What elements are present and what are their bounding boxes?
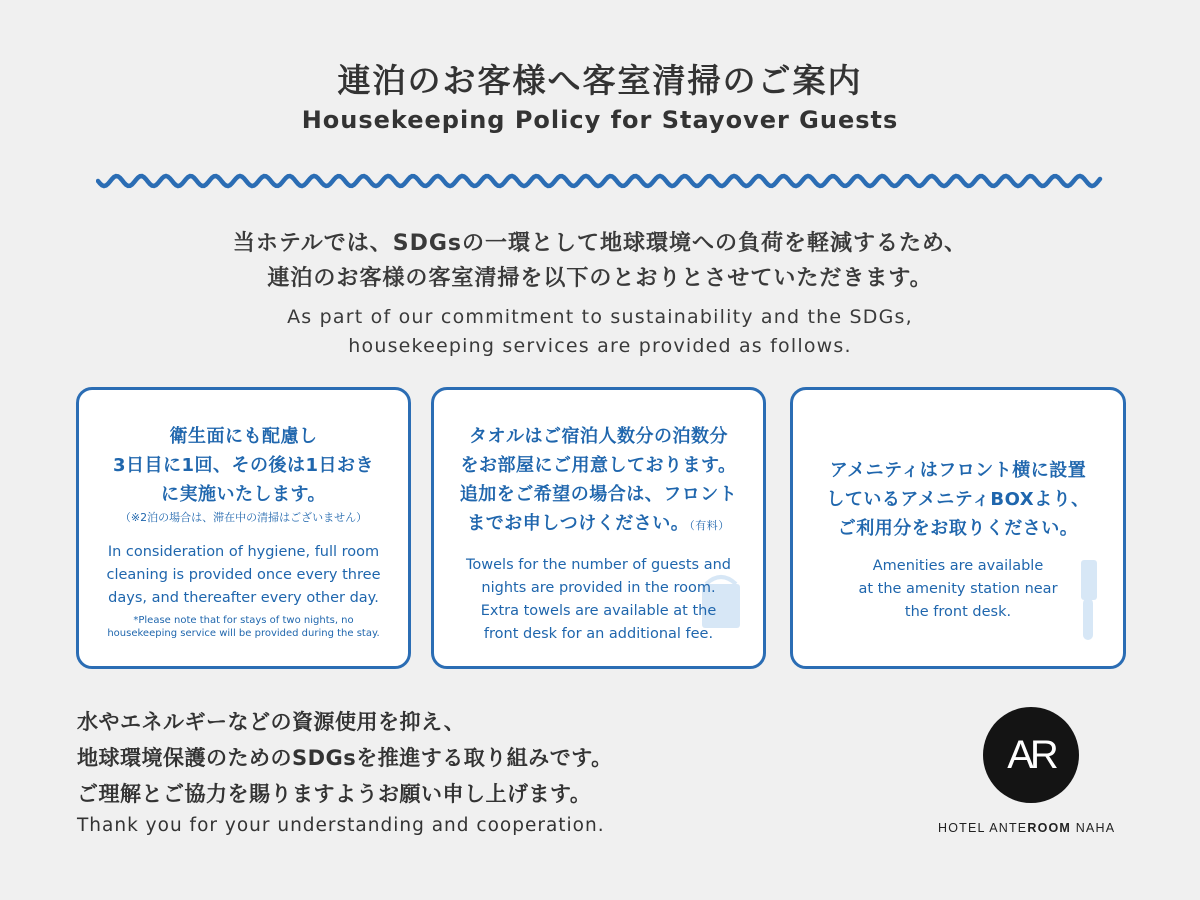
card-en-note: *Please note that for stays of two nights, no: [133, 615, 354, 626]
hotel-name-part: NAHA: [1071, 821, 1116, 835]
closing-english: Thank you for your understanding and cooperation.: [77, 815, 605, 836]
card-en-line: Towels for the number of guests and: [466, 557, 731, 573]
card-jp-line: ご利用分をお取りください。: [837, 518, 1079, 539]
card-jp-line: タオルはご宿泊人数分の泊数分: [469, 426, 728, 447]
card-room-cleaning: [76, 387, 411, 669]
card-jp-line: に実施いたします。: [160, 484, 327, 505]
card-en-line: front desk for an additional fee.: [483, 626, 714, 642]
intro-jp-line: 連泊のお客様の客室清掃を以下のとおりとさせていただきます。: [267, 266, 933, 291]
hotel-logo: AR: [983, 707, 1079, 803]
hotel-name-bold: ROOM: [1027, 821, 1072, 835]
closing-japanese: [77, 704, 613, 812]
card-en-line: days, and thereafter every other day.: [108, 590, 379, 606]
intro-en-line: As part of our commitment to sustainability and the SDGs,: [287, 306, 913, 328]
closing-jp-line: 水やエネルギーなどの資源使用を抑え、: [77, 710, 466, 734]
card-jp-line: しているアメニティBOXより、: [826, 489, 1090, 510]
card-jp-line-text: までお申しつけください。: [467, 513, 690, 534]
card-en-line: at the amenity station near: [858, 581, 1058, 597]
card-jp-line: 3日目に1回、その後は1日おき: [112, 455, 375, 476]
card-en-line: the front desk.: [904, 604, 1012, 620]
hotel-name-part: HOTEL ANTE: [938, 821, 1028, 835]
card-en-line: Amenities are available: [872, 558, 1044, 574]
card-en-line: nights are provided in the room.: [481, 580, 716, 596]
closing-jp-line: ご理解とご協力を賜りますようお願い申し上げます。: [77, 782, 592, 806]
card-en-line: cleaning is provided once every three: [106, 567, 381, 583]
card-jp-line: [434, 509, 763, 540]
wave-divider: [96, 170, 1104, 192]
card-jp-note: （※2泊の場合は、滞在中の清掃はございません）: [119, 511, 368, 524]
card-en-line: In consideration of hygiene, full room: [107, 544, 380, 560]
card-en-line: Extra towels are available at the: [480, 603, 717, 619]
card-jp-line: アメニティはフロント横に設置: [829, 460, 1087, 481]
intro-japanese: [0, 226, 1200, 296]
fee-note: （有料）: [689, 519, 730, 532]
intro-jp-line: 当ホテルでは、SDGsの一環として地球環境への負荷を軽減するため、: [232, 231, 968, 256]
closing-jp-line: 地球環境保護のためのSDGsを推進する取り組みです。: [77, 746, 613, 770]
card-jp-line: 追加をご希望の場合は、フロント: [459, 484, 738, 505]
intro-english: [0, 303, 1200, 361]
page-title: 連泊のお客様へ客室清掃のご案内: [337, 61, 863, 100]
page-subtitle: Housekeeping Policy for Stayover Guests: [301, 106, 899, 134]
card-en-note: housekeeping service will be provided during the stay.: [107, 628, 380, 639]
hotel-name: [938, 821, 1115, 835]
card-jp-line: をお部屋にご用意しております。: [460, 455, 737, 476]
card-amenities: [790, 387, 1126, 669]
card-jp-line: 衛生面にも配慮し: [169, 426, 318, 447]
intro-en-line: housekeeping services are provided as follows.: [348, 335, 852, 357]
card-towels: [431, 387, 766, 669]
